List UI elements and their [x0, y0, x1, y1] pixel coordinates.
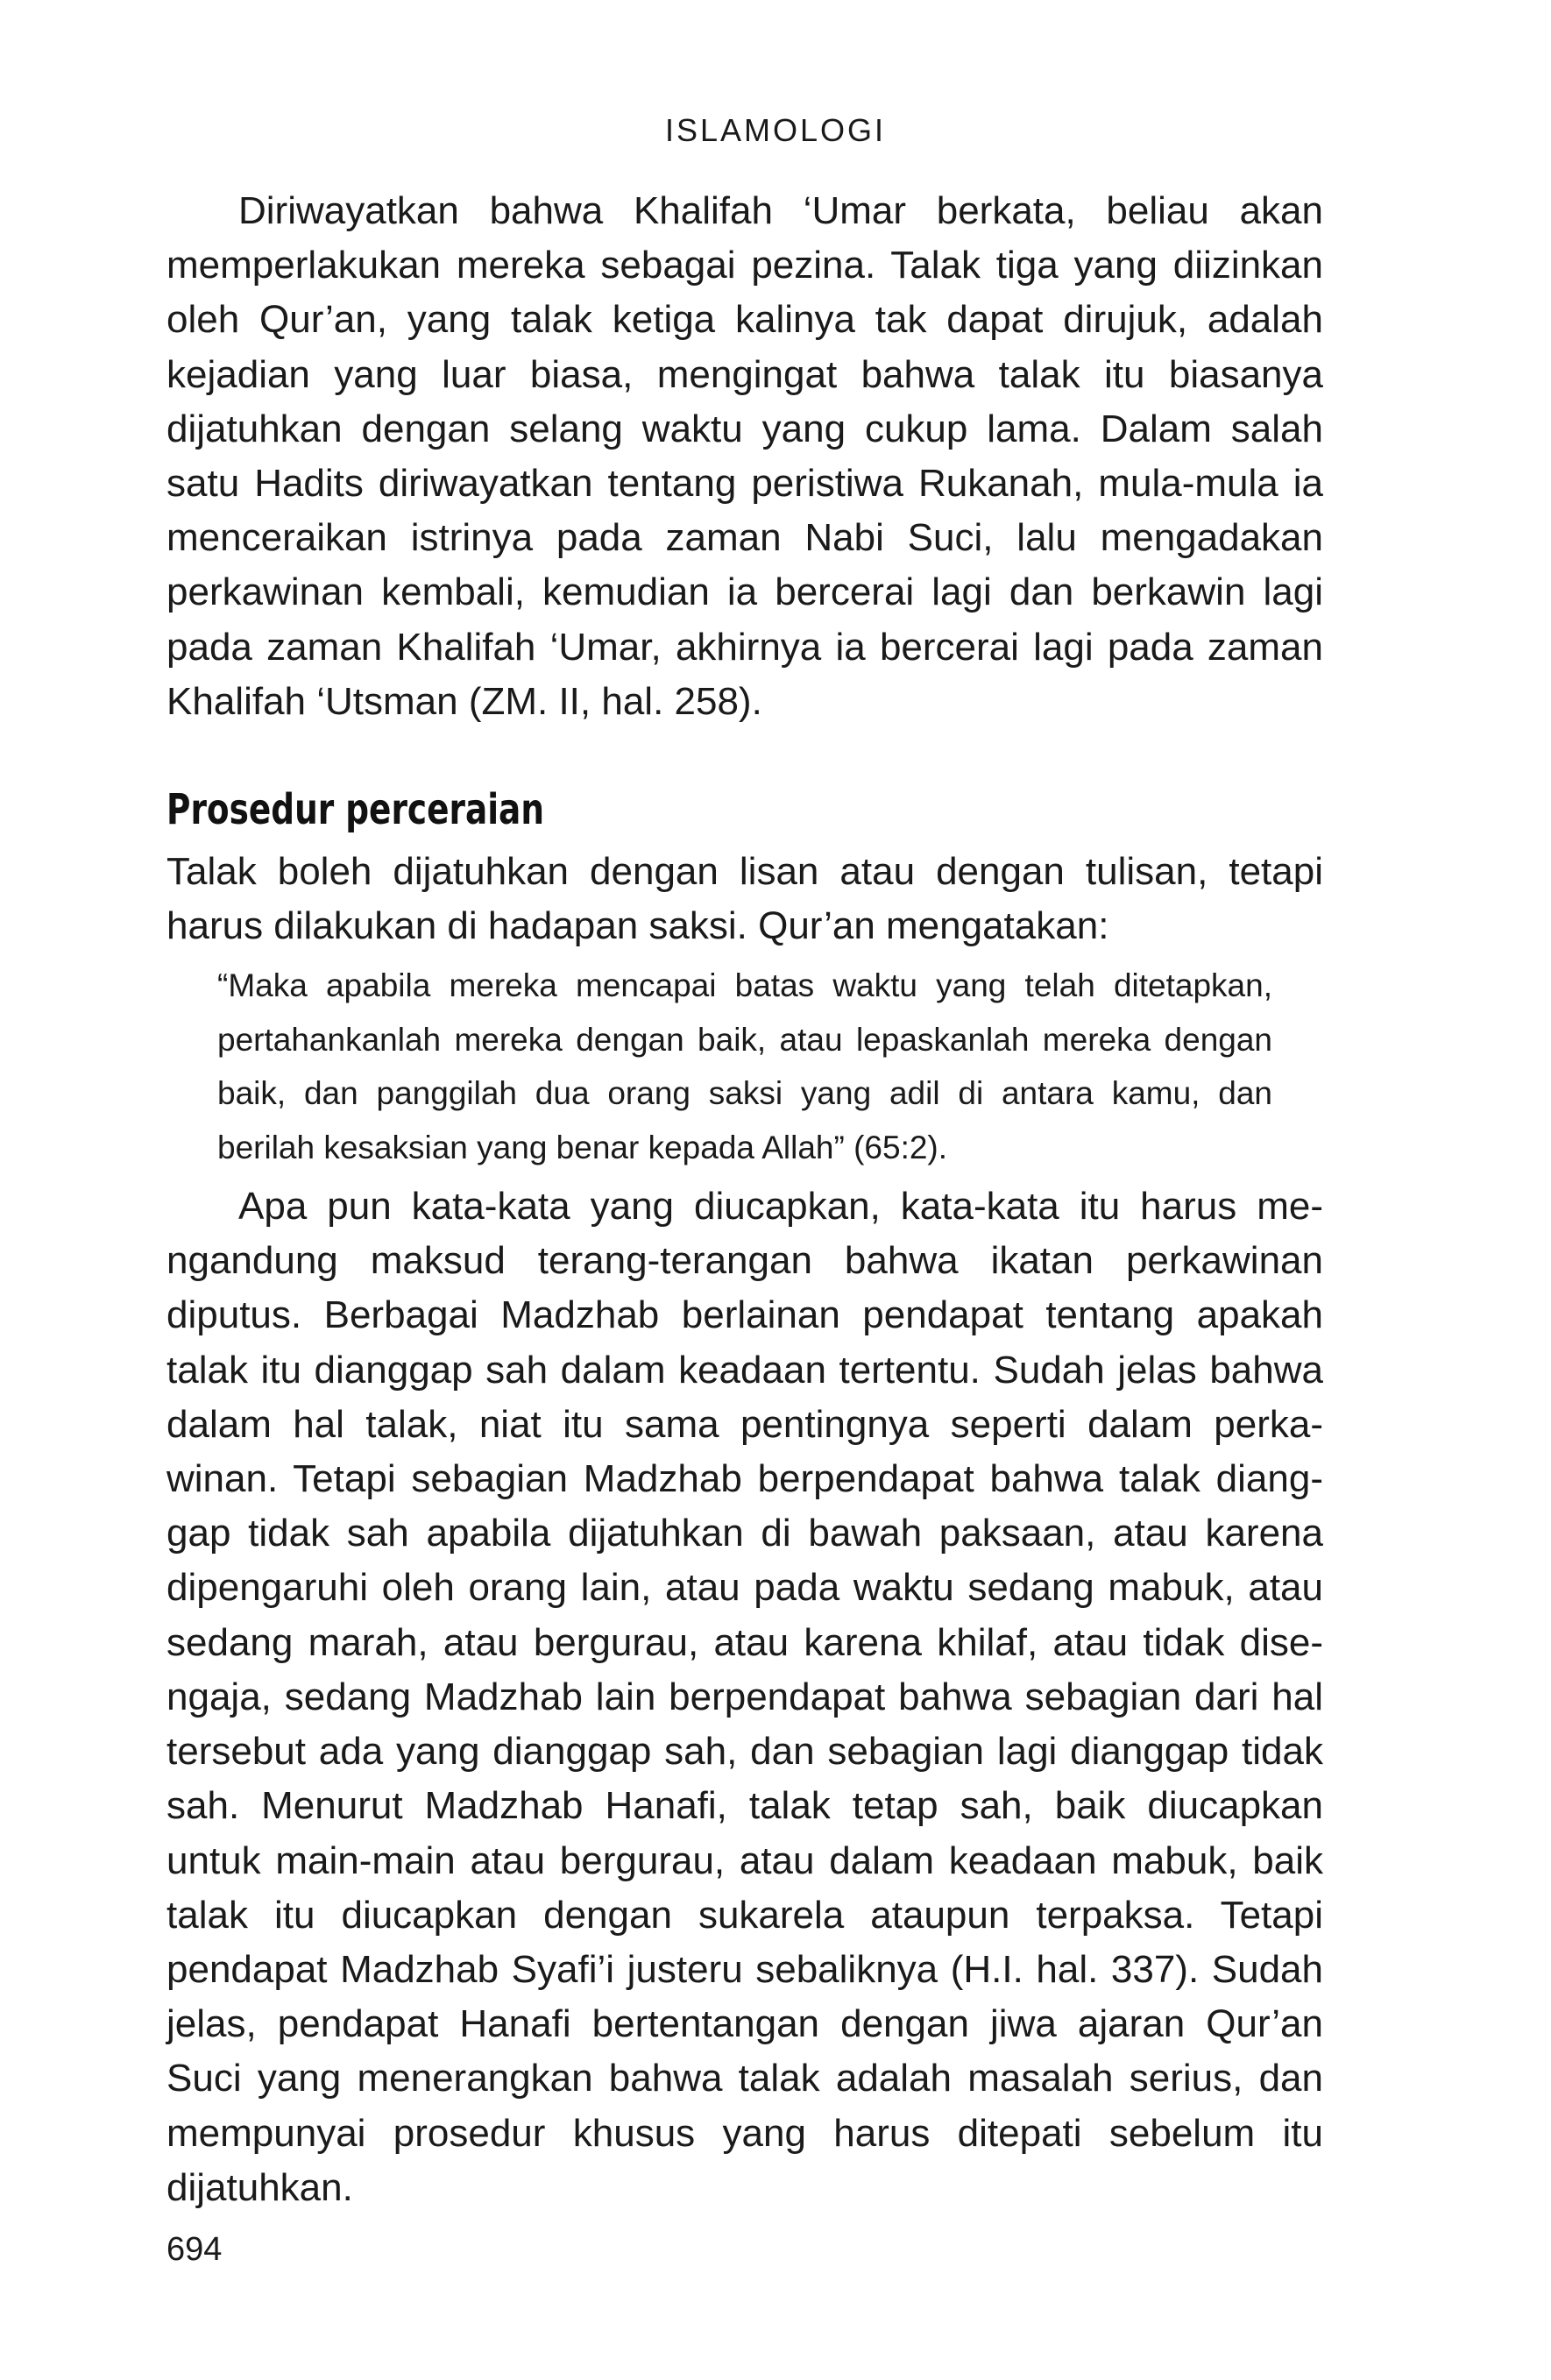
running-header: ISLAMOLOGI: [664, 112, 887, 148]
body-paragraph-3: Apa pun kata-kata yang diucapkan, kata-kata itu harus mengandung maksud terang-terangan bahwa ikatan perkawinan diputus. Berbagai Madzhab berlainan pendapat tentang apakah talak itu dianggap sah dalam keadaan tertentu. Sudah jelas bahwa dalam hal talak, niat itu sama pentingnya seperti dalam perkawinan. Tetapi sebagian Madzhab berpendapat bahwa talak dianggap tidak sah apabila dijatuhkan di bawah paksaan, atau karena dipengaruhi oleh orang lain, atau pada waktu sedang mabuk, atau sedang marah, atau bergurau, atau karena khilaf, atau tidak disengaja, sedang Madzhab lain berpendapat bahwa sebagian dari hal tersebut ada yang dianggap sah, dan sebagian lagi dianggap tidak sah. Menurut Madzhab Hanafi, talak tetap sah, baik diucapkan untuk main-main atau bergurau, atau dalam keadaan mabuk, baik talak itu diucapkan dengan sukarela ataupun terpaksa. Tetapi pendapat Madzhab Syafi’i justeru sebaliknya (H.I. hal. 337). Sudah jelas, pendapat Hanafi bertentangan dengan jiwa ajaran Qur’an Suci yang menerangkan bahwa talak adalah masalah serius, dan mempunyai prosedur khusus yang harus ditepati sebelum itu dijatuhkan.: [166, 1185, 1323, 2209]
body-paragraph-2: Talak boleh dijatuhkan dengan lisan atau dengan tulisan, tetapi harus dilakukan di hadapan saksi. Qur’an mengatakan:: [166, 850, 1323, 948]
body-paragraph-1: Diriwayatkan bahwa Khalifah ‘Umar berkata, beliau akan memperlakukan mereka sebagai pezina. Talak tiga yang diizinkan oleh Qur’an, yang talak ketiga kalinya tak dapat dirujuk, adalah kejadian yang luar biasa, mengingat bahwa talak itu biasanya dijatuhkan dengan selang waktu yang cukup lama. Dalam salah satu Hadits diriwayatkan tentang peristiwa Rukanah, mula-mula ia menceraikan istrinya pada zaman Nabi Suci, lalu mengadakan perkawinan kembali, kemudian ia bercerai lagi dan berkawin lagi pada zaman Khalifah ‘Umar, akhirnya ia bercerai lagi pada zaman Khalifah ‘Utsman (ZM. II, hal. 258).: [166, 189, 1323, 723]
section-heading: Prosedur perceraian: [166, 785, 544, 835]
page-number: 694: [166, 2231, 223, 2268]
block-quote: “Maka apabila mereka mencapai batas waktu yang telah ditetapkan, pertahankanlah mereka dengan baik, atau lepaskanlah mereka dengan baik, dan panggilah dua orang saksi yang adil di antara kamu, dan berilah kesaksian yang benar kepada Allah” (65:2).: [217, 967, 1272, 1165]
page-body: [166, 184, 1323, 2215]
